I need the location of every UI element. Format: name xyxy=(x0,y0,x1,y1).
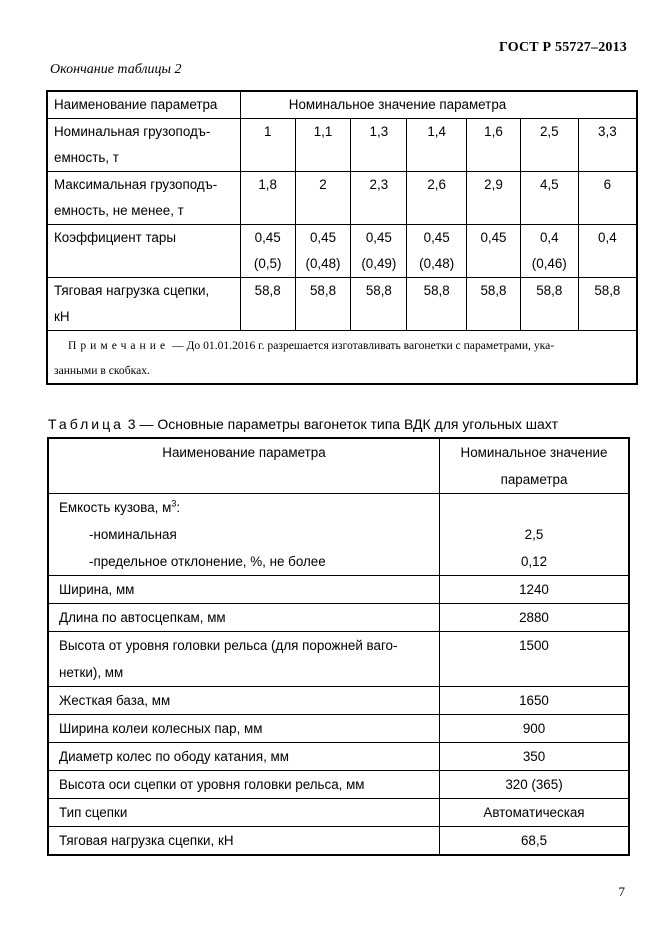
table2-note-row xyxy=(47,331,637,385)
table3-row xyxy=(48,771,629,799)
table3-header-value: Номинальное значение параметра xyxy=(439,438,629,494)
table2-cell: 0,4 (0,46) xyxy=(520,225,578,278)
table2-row-name: Тяговая нагрузка сцепки, кН xyxy=(47,278,240,331)
table2-cell: 6 xyxy=(578,172,637,225)
table2-cell: 0,45 xyxy=(467,225,521,278)
table3-row xyxy=(48,827,629,856)
table2-cell: 4,5 xyxy=(520,172,578,225)
table2-cell: 0,45 (0,48) xyxy=(295,225,351,278)
table3-header-row xyxy=(48,438,629,494)
table3-row-value: 1240 xyxy=(439,576,629,604)
table2-cell: 1,8 xyxy=(240,172,295,225)
note-text-2: занными в скобках. xyxy=(54,364,150,377)
table2 xyxy=(46,90,638,385)
table3-row-name: Длина по автосцепкам, мм xyxy=(48,604,439,632)
table3-row xyxy=(48,743,629,771)
table3-row-name: Тип сцепки xyxy=(48,799,439,827)
table3-row-name: Ширина, мм xyxy=(48,576,439,604)
table3 xyxy=(47,437,630,856)
table3-row-name: Высота оси сцепки от уровня головки рельса, мм xyxy=(48,771,439,799)
table2-cell: 2,9 xyxy=(467,172,521,225)
table2-cell: 1 xyxy=(240,119,295,172)
capacity-name: Емкость кузова, $м^3$: -номинальная -предельное отклонение, %, не более xyxy=(48,494,439,576)
table3-row-value: 900 xyxy=(439,715,629,743)
table2-cell: 0,45 (0,49) xyxy=(351,225,407,278)
table3-row-value: 1500 xyxy=(439,632,629,687)
table3-row-name: Жесткая база, мм xyxy=(48,687,439,715)
table3-header-name: Наименование параметра xyxy=(48,438,439,494)
table3-row xyxy=(48,799,629,827)
table2-row xyxy=(47,278,637,331)
table3-capacity-row xyxy=(48,494,629,576)
table2-cell: 58,8 xyxy=(578,278,637,331)
table2-row-name: Максимальная грузоподъ- емность, не менее, т xyxy=(47,172,240,225)
table2-cell: 58,8 xyxy=(407,278,467,331)
table2-cell: 2,3 xyxy=(351,172,407,225)
table3-caption-label: Таблица xyxy=(48,416,124,432)
note-label: Примечание xyxy=(68,339,170,352)
table3-row xyxy=(48,576,629,604)
page-number: 7 xyxy=(618,884,625,899)
table2-cell: 58,8 xyxy=(467,278,521,331)
table3-row-value: 320 (365) xyxy=(439,771,629,799)
table3-row-value: 350 xyxy=(439,743,629,771)
table3-caption xyxy=(48,416,558,432)
table2-row xyxy=(47,172,637,225)
table3-row xyxy=(48,632,629,687)
table2-cell: 0,4 xyxy=(578,225,637,278)
table2-cell: 0,45 (0,5) xyxy=(240,225,295,278)
table2-caption: Окончание таблицы 2 xyxy=(50,62,182,77)
table2-cell: 3,3 xyxy=(578,119,637,172)
table2-cell: 2,5 xyxy=(520,119,578,172)
table3-row xyxy=(48,604,629,632)
table2-header-row xyxy=(47,91,637,119)
table3-row-name: Тяговая нагрузка сцепки, кН xyxy=(48,827,439,856)
table2-cell: 58,8 xyxy=(295,278,351,331)
table2-cell: 58,8 xyxy=(240,278,295,331)
table2-row xyxy=(47,225,637,278)
table2-cell: 58,8 xyxy=(351,278,407,331)
document-header: ГОСТ Р 55727–2013 xyxy=(498,40,627,55)
table2-row xyxy=(47,119,637,172)
table2-note xyxy=(47,331,637,385)
table3-row-value: 68,5 xyxy=(439,827,629,856)
table2-header-value: Номинальное значение параметра xyxy=(240,91,637,119)
table2-cell: 2 xyxy=(295,172,351,225)
note-text: — До 01.01.2016 г. разрешается изготавливать вагонетки с параметрами, ука- xyxy=(169,339,555,352)
table3-row xyxy=(48,715,629,743)
table3-row-value: 1650 xyxy=(439,687,629,715)
table2-cell: 2,6 xyxy=(407,172,467,225)
table3-row-value: 2880 xyxy=(439,604,629,632)
table2-row-name: Коэффициент тары xyxy=(47,225,240,278)
table3-row-value: Автоматическая xyxy=(439,799,629,827)
table2-cell: 1,1 xyxy=(295,119,351,172)
table3-row-name: Ширина колеи колесных пар, мм xyxy=(48,715,439,743)
capacity-value: 2,5 0,12 xyxy=(439,494,629,576)
table2-cell: 1,6 xyxy=(467,119,521,172)
table3-row xyxy=(48,687,629,715)
table3-row-name: Высота от уровня головки рельса (для порожней ваго- нетки), мм xyxy=(48,632,439,687)
table2-cell: 1,4 xyxy=(407,119,467,172)
table3-row-name: Диаметр колес по ободу катания, мм xyxy=(48,743,439,771)
table2-row-name: Номинальная грузоподъ- емность, т xyxy=(47,119,240,172)
table2-header-name: Наименование параметра xyxy=(47,91,240,119)
table3-caption-text: 3 — Основные параметры вагонеток типа ВДК для угольных шахт xyxy=(127,416,559,432)
table2-cell: 0,45 (0,48) xyxy=(407,225,467,278)
table2-cell: 58,8 xyxy=(520,278,578,331)
table2-cell: 1,3 xyxy=(351,119,407,172)
